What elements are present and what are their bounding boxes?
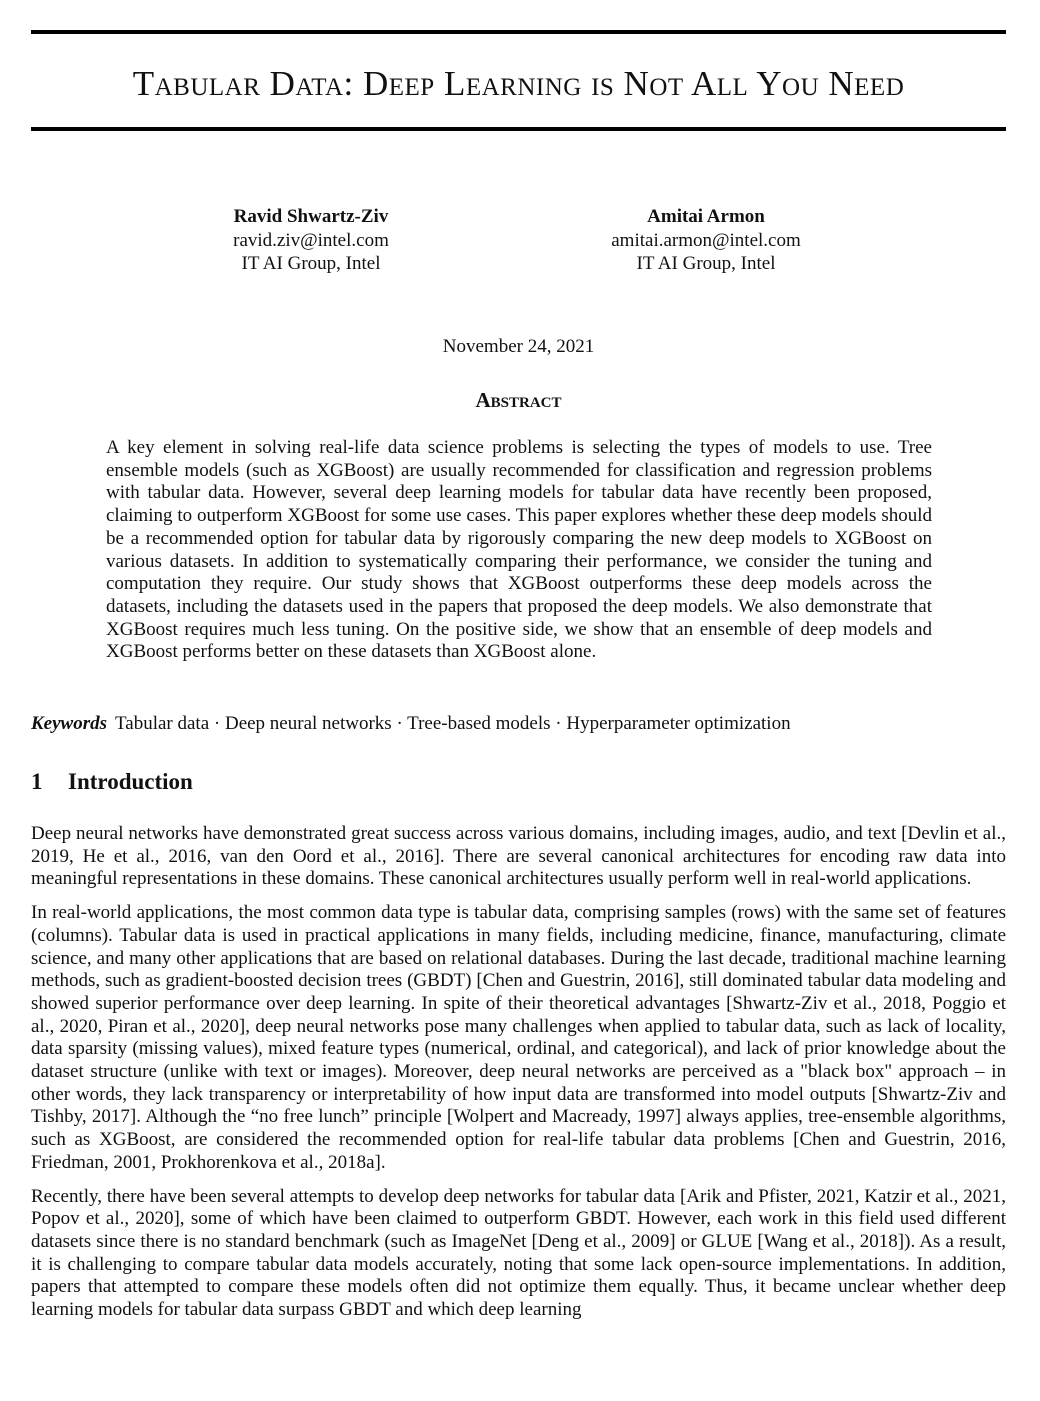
section-heading	[31, 769, 1006, 795]
author-name: Amitai Armon	[647, 206, 765, 227]
author-affiliation: IT AI Group, Intel	[241, 253, 381, 274]
section-body	[31, 823, 1006, 1333]
body-paragraph: In real-world applications, the most common data type is tabular data, comprising samples (rows) with the same set of features (columns). Tabular data is used in practical applications in many fields, including medicine, finance, manufacturing, climate science, and many other applications that are based on relational databases. During the last decade, traditional machine learning methods, such as gradient-boosted decision trees (GBDT) [Chen and Guestrin, 2016], still dominated tabular data modeling and showed superior performance over deep learning. In spite of their theoretical advantages [Shwartz-Ziv et al., 2018, Poggio et al., 2020, Piran et al., 2020], deep neural networks pose many challenges when applied to tabular data, such as lack of locality, data sparsity (missing values), mixed feature types (numerical, ordinal, and categorical), and lack of prior knowledge about the dataset structure (unlike with text or images). Moreover, deep neural networks are perceived as a "black box" approach – in other words, they lack transparency or interpretability of how input data are transformed into model outputs [Shwartz-Ziv and Tishby, 2017]. Although the “no free lunch” principle [Wolpert and Macready, 1997] always applies, tree-ensemble algorithms, such as XGBoost, are considered the recommended option for real-life tabular data problems [Chen and Guestrin, 2016, Friedman, 2001, Prokhorenkova et al., 2018a].	[31, 902, 1006, 1173]
body-paragraph: Recently, there have been several attempts to develop deep networks for tabular data [Arik and Pfister, 2021, Katzir et al., 2021, Popov et al., 2020], some of which have been claimed to outperform GBDT. However, each work in this field used different datasets since there is no standard benchmark (such as ImageNet [Deng et al., 2009] or GLUE [Wang et al., 2018]). As a result, it is challenging to compare tabular data models accurately, noting that some lack open-source implementations. In addition, papers that attempted to compare these models often did not optimize them equally. Thus, it became unclear whether deep learning models for tabular data surpass GBDT and which deep learning	[31, 1185, 1006, 1321]
paper-title: Tabular Data: Deep Learning is Not All You Need	[132, 64, 905, 103]
keywords-text: Tabular data · Deep neural networks · Tree-based models · Hyperparameter optimization	[115, 713, 791, 734]
author-name: Ravid Shwartz-Ziv	[233, 206, 389, 227]
title-bottom-rule	[31, 127, 1006, 131]
author-email: ravid.ziv@intel.com	[233, 229, 389, 251]
author-affiliation: IT AI Group, Intel	[636, 253, 776, 274]
abstract-heading: Abstract	[475, 388, 562, 412]
title-top-rule	[31, 30, 1006, 34]
author-block-2	[556, 205, 856, 276]
abstract-text: A key element in solving real-life data science problems is selecting the types of models to use. Tree ensemble models (such as XGBoost) are usually recommended for classification and regression problems with tabular data. However, several deep learning models for tabular data have recently been proposed, claiming to outperform XGBoost for some use cases. This paper explores whether these deep models should be a recommended option for tabular data by rigorously comparing the new deep models to XGBoost on various datasets. In addition to systematically comparing their performance, we consider the tuning and computation they require. Our study shows that XGBoost outperforms these deep models across the datasets, including the datasets used in the papers that proposed the deep models. We also demonstrate that XGBoost requires much less tuning. On the positive side, we show that an ensemble of deep models and XGBoost performs better on these datasets than XGBoost alone.	[106, 437, 932, 663]
body-paragraph: Deep neural networks have demonstrated great success across various domains, including images, audio, and text [Devlin et al., 2019, He et al., 2016, van den Oord et al., 2016]. There are several canonical architectures for encoding raw data into meaningful representations in these domains. These canonical architectures usually perform well in real-world applications.	[31, 823, 1006, 890]
section-title: Introduction	[68, 769, 193, 794]
section-number: 1	[31, 769, 43, 794]
author-email: amitai.armon@intel.com	[611, 229, 801, 251]
keywords-line	[31, 713, 1006, 735]
author-block-1	[161, 205, 461, 276]
keywords-label: Keywords	[31, 713, 107, 734]
paper-date: November 24, 2021	[442, 336, 595, 357]
